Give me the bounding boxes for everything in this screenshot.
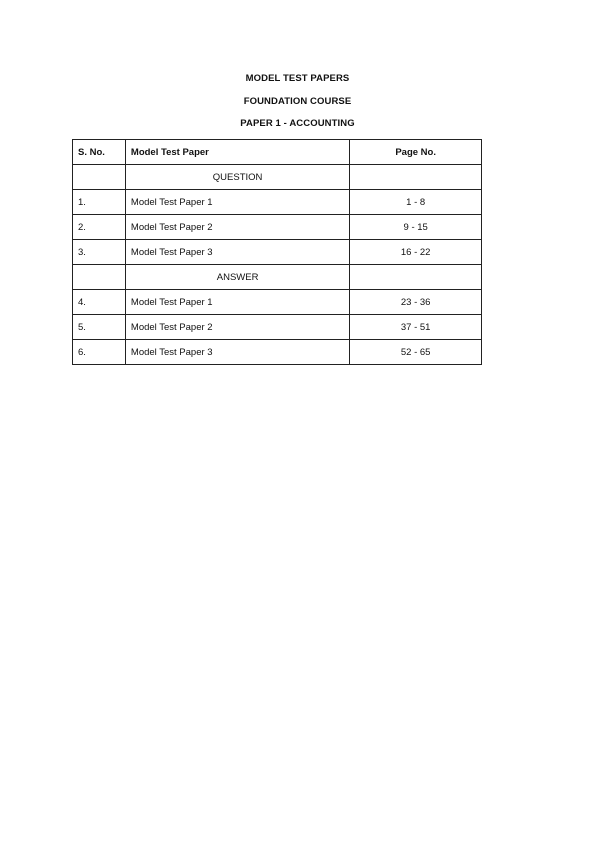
section-row-question (73, 165, 482, 190)
document-title: MODEL TEST PAPERS (245, 73, 350, 84)
table-row (73, 240, 482, 265)
cell-page-range: 52 - 65 (350, 340, 482, 365)
cell-serial-number: 4. (73, 290, 126, 315)
cell-page-range: 37 - 51 (350, 315, 482, 340)
cell-page-range: 23 - 36 (350, 290, 482, 315)
cell-paper-name: Model Test Paper 1 (125, 190, 349, 215)
section-empty-cell (350, 165, 482, 190)
section-row-answer (73, 265, 482, 290)
section-title: ANSWER (125, 265, 349, 290)
cell-serial-number: 5. (73, 315, 126, 340)
cell-paper-name: Model Test Paper 3 (125, 340, 349, 365)
cell-serial-number: 2. (73, 215, 126, 240)
header-page-number: Page No. (350, 140, 482, 165)
cell-paper-name: Model Test Paper 2 (125, 315, 349, 340)
contents-table (72, 139, 482, 365)
cell-page-range: 1 - 8 (350, 190, 482, 215)
paper-title: PAPER 1 - ACCOUNTING (240, 118, 355, 129)
course-title: FOUNDATION COURSE (243, 96, 352, 107)
cell-paper-name: Model Test Paper 2 (125, 215, 349, 240)
cell-paper-name: Model Test Paper 3 (125, 240, 349, 265)
cell-serial-number: 6. (73, 340, 126, 365)
header-serial-number: S. No. (73, 140, 126, 165)
section-empty-cell (73, 265, 126, 290)
table-header-row (73, 140, 482, 165)
cell-page-range: 9 - 15 (350, 215, 482, 240)
cell-page-range: 16 - 22 (350, 240, 482, 265)
table-row (73, 290, 482, 315)
table-row (73, 340, 482, 365)
cell-serial-number: 3. (73, 240, 126, 265)
section-title: QUESTION (125, 165, 349, 190)
cell-paper-name: Model Test Paper 1 (125, 290, 349, 315)
cell-serial-number: 1. (73, 190, 126, 215)
section-empty-cell (350, 265, 482, 290)
table-row (73, 215, 482, 240)
section-empty-cell (73, 165, 126, 190)
table-row (73, 190, 482, 215)
header-model-test-paper: Model Test Paper (125, 140, 349, 165)
table-row (73, 315, 482, 340)
